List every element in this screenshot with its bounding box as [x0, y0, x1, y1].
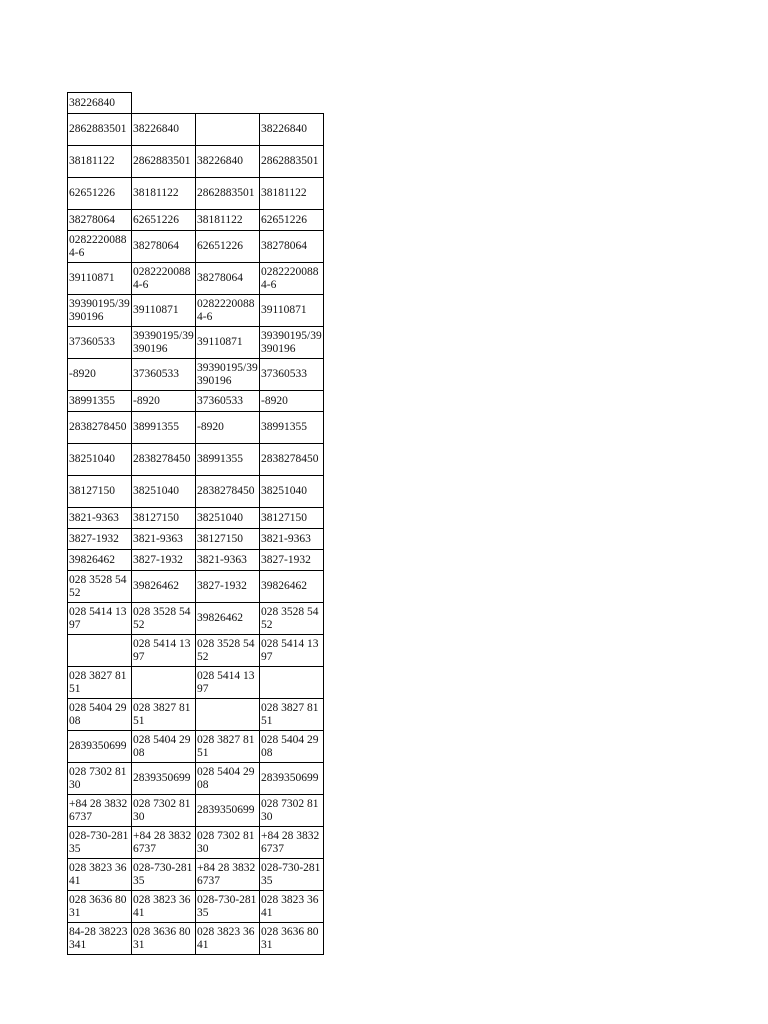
- table-cell: [196, 93, 260, 114]
- table-row: [68, 295, 324, 327]
- table-cell: 38991355: [196, 444, 260, 476]
- table-row: [68, 327, 324, 359]
- table-cell: -8920: [132, 391, 196, 412]
- table-cell: 3821-9363: [68, 508, 132, 529]
- table-cell: 38127150: [196, 529, 260, 550]
- table-cell: 028 7302 8130: [132, 795, 196, 827]
- table-cell: 38226840: [196, 146, 260, 178]
- table-cell: 028-730-28135: [196, 891, 260, 923]
- table-cell: 2862883501: [260, 146, 324, 178]
- table-row: [68, 146, 324, 178]
- table-cell: 39390195/39390196: [260, 327, 324, 359]
- table-cell: 028 5404 2908: [260, 731, 324, 763]
- table-cell: 38181122: [132, 178, 196, 210]
- table-cell: 028 3528 5452: [68, 571, 132, 603]
- table-row: [68, 571, 324, 603]
- table-cell: 2862883501: [196, 178, 260, 210]
- table-cell: [132, 93, 196, 114]
- table-cell: -8920: [260, 391, 324, 412]
- table-cell: 39110871: [132, 295, 196, 327]
- table-cell: 028 3528 5452: [196, 635, 260, 667]
- table-cell: 028 3827 8151: [132, 699, 196, 731]
- table-cell: [132, 667, 196, 699]
- table-cell: 02822200884-6: [68, 231, 132, 263]
- table-cell: 38181122: [196, 210, 260, 231]
- table-cell: 2839350699: [132, 763, 196, 795]
- table-cell: 028-730-28135: [260, 859, 324, 891]
- table-row: [68, 93, 324, 114]
- table-cell: 38226840: [68, 93, 132, 114]
- table-cell: 37360533: [196, 391, 260, 412]
- table-row: [68, 667, 324, 699]
- table-row: [68, 635, 324, 667]
- spreadsheet-table: [67, 92, 324, 955]
- table-cell: +84 28 38326737: [68, 795, 132, 827]
- table-cell: 38251040: [132, 476, 196, 508]
- table-cell: 39826462: [260, 571, 324, 603]
- table-cell: 028 3636 8031: [132, 923, 196, 955]
- table-cell: 028 3636 8031: [260, 923, 324, 955]
- table-row: [68, 391, 324, 412]
- table-cell: 3821-9363: [196, 550, 260, 571]
- table-row: [68, 891, 324, 923]
- table-cell: 38226840: [260, 114, 324, 146]
- table-cell: 39826462: [68, 550, 132, 571]
- table-row: [68, 231, 324, 263]
- table-cell: +84 28 38326737: [196, 859, 260, 891]
- table-cell: 38251040: [68, 444, 132, 476]
- table-cell: 38127150: [68, 476, 132, 508]
- table-cell: 62651226: [196, 231, 260, 263]
- table-cell: 028 3827 8151: [68, 667, 132, 699]
- table-cell: 02822200884-6: [196, 295, 260, 327]
- table-cell: 62651226: [132, 210, 196, 231]
- table-cell: 39110871: [196, 327, 260, 359]
- table-cell: 028 7302 8130: [196, 827, 260, 859]
- table-cell: 38181122: [260, 178, 324, 210]
- table-cell: 2839350699: [260, 763, 324, 795]
- table-cell: 2839350699: [196, 795, 260, 827]
- table-cell: 38251040: [196, 508, 260, 529]
- table-cell: 38991355: [132, 412, 196, 444]
- table-cell: 39110871: [260, 295, 324, 327]
- table-cell: 028 3823 3641: [132, 891, 196, 923]
- table-cell: 028 3636 8031: [68, 891, 132, 923]
- table-cell: 028 5404 2908: [196, 763, 260, 795]
- table-row: [68, 859, 324, 891]
- table-cell: 028 7302 8130: [68, 763, 132, 795]
- table-row: [68, 508, 324, 529]
- table-row: [68, 114, 324, 146]
- table-cell: 37360533: [132, 359, 196, 391]
- table-cell: -8920: [68, 359, 132, 391]
- table-cell: 028 5414 1397: [132, 635, 196, 667]
- table-cell: 62651226: [68, 178, 132, 210]
- table-cell: 2838278450: [132, 444, 196, 476]
- table-cell: 38278064: [68, 210, 132, 231]
- table-cell: 02822200884-6: [132, 263, 196, 295]
- table-cell: 37360533: [68, 327, 132, 359]
- table-cell: 38127150: [260, 508, 324, 529]
- table-cell: 028 3827 8151: [196, 731, 260, 763]
- table-cell: 3827-1932: [132, 550, 196, 571]
- table-row: [68, 412, 324, 444]
- table-cell: [68, 635, 132, 667]
- table-row: [68, 827, 324, 859]
- table-cell: +84 28 38326737: [260, 827, 324, 859]
- table-row: [68, 529, 324, 550]
- table-row: [68, 603, 324, 635]
- table-cell: 2838278450: [68, 412, 132, 444]
- table-cell: 3821-9363: [260, 529, 324, 550]
- table-row: [68, 359, 324, 391]
- table-cell: 38991355: [260, 412, 324, 444]
- table-cell: 38991355: [68, 391, 132, 412]
- table-cell: 028 3528 5452: [132, 603, 196, 635]
- table-cell: 2839350699: [68, 731, 132, 763]
- table-cell: 38278064: [196, 263, 260, 295]
- table-cell: 028 3827 8151: [260, 699, 324, 731]
- table-cell: 2838278450: [260, 444, 324, 476]
- table-cell: 38127150: [132, 508, 196, 529]
- table-row: [68, 444, 324, 476]
- table-row: [68, 699, 324, 731]
- table-cell: 2862883501: [132, 146, 196, 178]
- table-row: [68, 550, 324, 571]
- table-row: [68, 210, 324, 231]
- table-cell: 028 3528 5452: [260, 603, 324, 635]
- table-cell: 028 3823 3641: [196, 923, 260, 955]
- table-cell: 39390195/39390196: [68, 295, 132, 327]
- table-cell: 02822200884-6: [260, 263, 324, 295]
- table-cell: [196, 114, 260, 146]
- table-row: [68, 795, 324, 827]
- spreadsheet-body: [68, 93, 324, 955]
- table-row: [68, 731, 324, 763]
- table-cell: 028 5404 2908: [68, 699, 132, 731]
- table-cell: 028 5414 1397: [196, 667, 260, 699]
- table-cell: [196, 699, 260, 731]
- table-cell: 39390195/39390196: [196, 359, 260, 391]
- table-cell: 2838278450: [196, 476, 260, 508]
- table-cell: 62651226: [260, 210, 324, 231]
- table-cell: 3827-1932: [196, 571, 260, 603]
- table-cell: 39826462: [132, 571, 196, 603]
- table-cell: -8920: [196, 412, 260, 444]
- table-cell: 028 7302 8130: [260, 795, 324, 827]
- table-row: [68, 476, 324, 508]
- table-cell: 028-730-28135: [132, 859, 196, 891]
- table-cell: 38278064: [132, 231, 196, 263]
- table-row: [68, 178, 324, 210]
- table-cell: 028 5404 2908: [132, 731, 196, 763]
- table-cell: 38181122: [68, 146, 132, 178]
- table-cell: 38226840: [132, 114, 196, 146]
- table-cell: 39110871: [68, 263, 132, 295]
- table-cell: 39826462: [196, 603, 260, 635]
- table-cell: [260, 93, 324, 114]
- table-cell: 38251040: [260, 476, 324, 508]
- table-cell: [260, 667, 324, 699]
- table-cell: 028 3823 3641: [260, 891, 324, 923]
- table-cell: 2862883501: [68, 114, 132, 146]
- table-cell: 3821-9363: [132, 529, 196, 550]
- table-cell: 37360533: [260, 359, 324, 391]
- table-cell: 39390195/39390196: [132, 327, 196, 359]
- table-cell: 028 3823 3641: [68, 859, 132, 891]
- table-row: [68, 763, 324, 795]
- table-cell: 3827-1932: [68, 529, 132, 550]
- table-row: [68, 923, 324, 955]
- table-cell: +84 28 38326737: [132, 827, 196, 859]
- table-cell: 028 5414 1397: [68, 603, 132, 635]
- table-cell: 84-28 38223341: [68, 923, 132, 955]
- table-cell: 3827-1932: [260, 550, 324, 571]
- table-cell: 38278064: [260, 231, 324, 263]
- table-cell: 028 5414 1397: [260, 635, 324, 667]
- table-cell: 028-730-28135: [68, 827, 132, 859]
- table-row: [68, 263, 324, 295]
